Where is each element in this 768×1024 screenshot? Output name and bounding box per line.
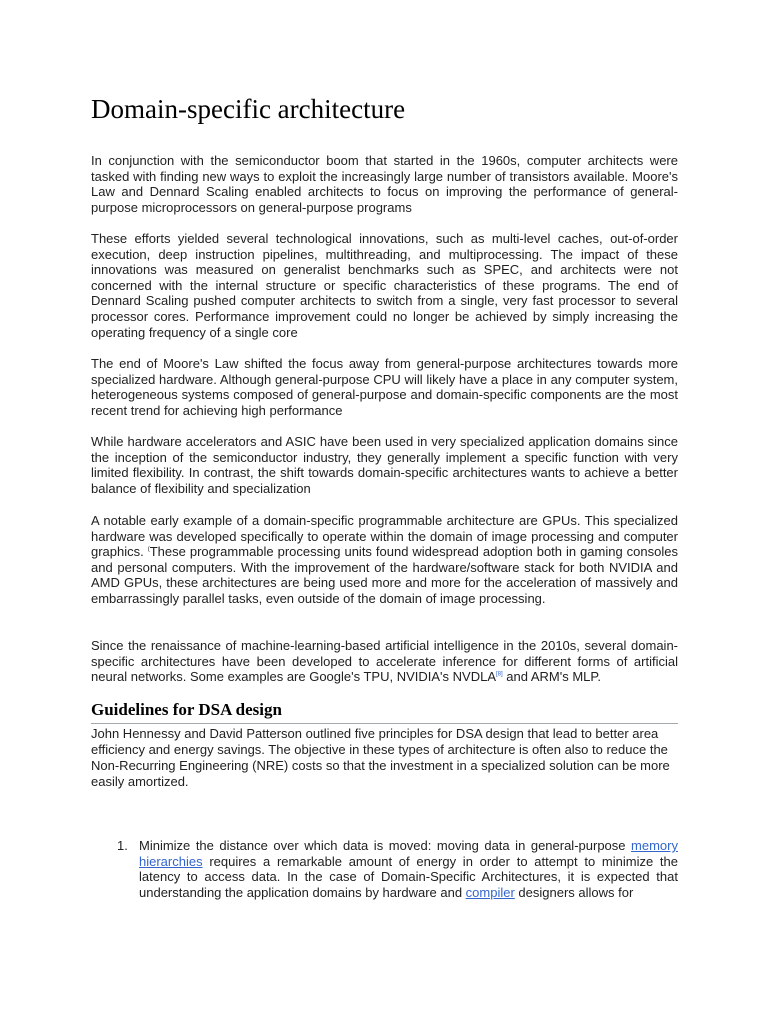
gpu-text-part-1: A notable early example of a domain-specific programmable architecture are GPUs. This specialized hardware was developed specifically to operate within the domain of image processing and computer graphics. [91, 513, 678, 560]
paragraph-hardware-accelerators: While hardware accelerators and ASIC have been used in very specialized application domains since the inception of the semiconductor industry, they generally implement a specific function with very limited flexibility. In contrast, the shift towards domain-specific architectures wants to achieve a better balance of flexibility and specialization [91, 434, 678, 496]
paragraph-guidelines-intro: John Hennessy and David Patterson outlined five principles for DSA design that lead to better area efficiency and energy savings. The objective in these types of architecture is often also to reduce the Non-Recurring Engineering (NRE) costs so that the investment in a specialized solution can be more easily amortized. [91, 726, 670, 789]
compiler-link[interactable]: compiler [465, 884, 515, 900]
paragraph-semiconductor-boom: In conjunction with the semiconductor boom that started in the 1960s, computer architects were tasked with finding new ways to exploit the increasingly large number of transistors available. Moore's Law and Dennard Scaling enabled architects to focus on improving the performance of general-purpose microprocessors on general-purpose programs [91, 153, 678, 215]
paragraph-technological-innovations: These efforts yielded several technological innovations, such as multi-level caches, out-of-order execution, deep instruction pipelines, multithreading, and multiprocessing. The impact of these innovations was measured on generalist benchmarks such as SPEC, and architects were not concerned with the internal structure or specific characteristics of these programs. The end of Dennard Scaling pushed computer architects to switch from a single, very fast processor to several processor cores. Performance improvement could no longer be achieved by simply increasing the operating frequency of a single core [91, 231, 678, 340]
list-item-number: 1. [117, 838, 128, 853]
paragraph-end-of-moores-law: The end of Moore's Law shifted the focus away from general-purpose architectures towards more specialized hardware. Although general-purpose CPU will likely have a place in any computer system, heterogeneous systems composed of general-purpose and domain-specific components are the most recent trend for achieving high performance [91, 356, 678, 418]
list-item [117, 838, 678, 900]
ml-text-part-1: Since the renaissance of machine-learning-based artificial intelligence in the 2010s, several domain-specific architectures have been developed to accelerate inference for different forms of artificial neural networks. Some examples are Google's TPU, NVIDIA's NVDLA [91, 638, 678, 685]
gpu-text-part-2: These programmable processing units found widespread adoption both in gaming consoles and personal computers. With the improvement of the hardware/software stack for both NVIDIA and AMD GPUs, these architectures are being used more and more for the acceleration of massively and embarrassingly parallel tasks, even outside of the domain of image processing. [91, 544, 678, 606]
citation-link-8[interactable]: [8] [496, 671, 503, 678]
section-heading-guidelines: Guidelines for DSA design [91, 700, 678, 724]
gpu-citation-marker: ( [147, 546, 150, 553]
memory-hierarchies-link[interactable]: memory hierarchies [139, 838, 678, 869]
list-item-text-part-2: requires a remarkable amount of energy in order to attempt to minimize the latency to access data. In the case of Domain-Specific Architectures, it is expected that understanding the application domains by hardware and [139, 853, 678, 900]
page-title: Domain-specific architecture [91, 94, 406, 124]
paragraph-machine-learning [91, 638, 678, 685]
list-item-text-part-1: Minimize the distance over which data is moved: moving data in general-purpose [139, 838, 632, 853]
ml-text-part-2: and ARM's MLP. [502, 669, 602, 685]
guidelines-list [117, 838, 678, 900]
list-item-text-part-3: designers allows for [514, 884, 634, 900]
paragraph-gpu-example [91, 513, 678, 607]
